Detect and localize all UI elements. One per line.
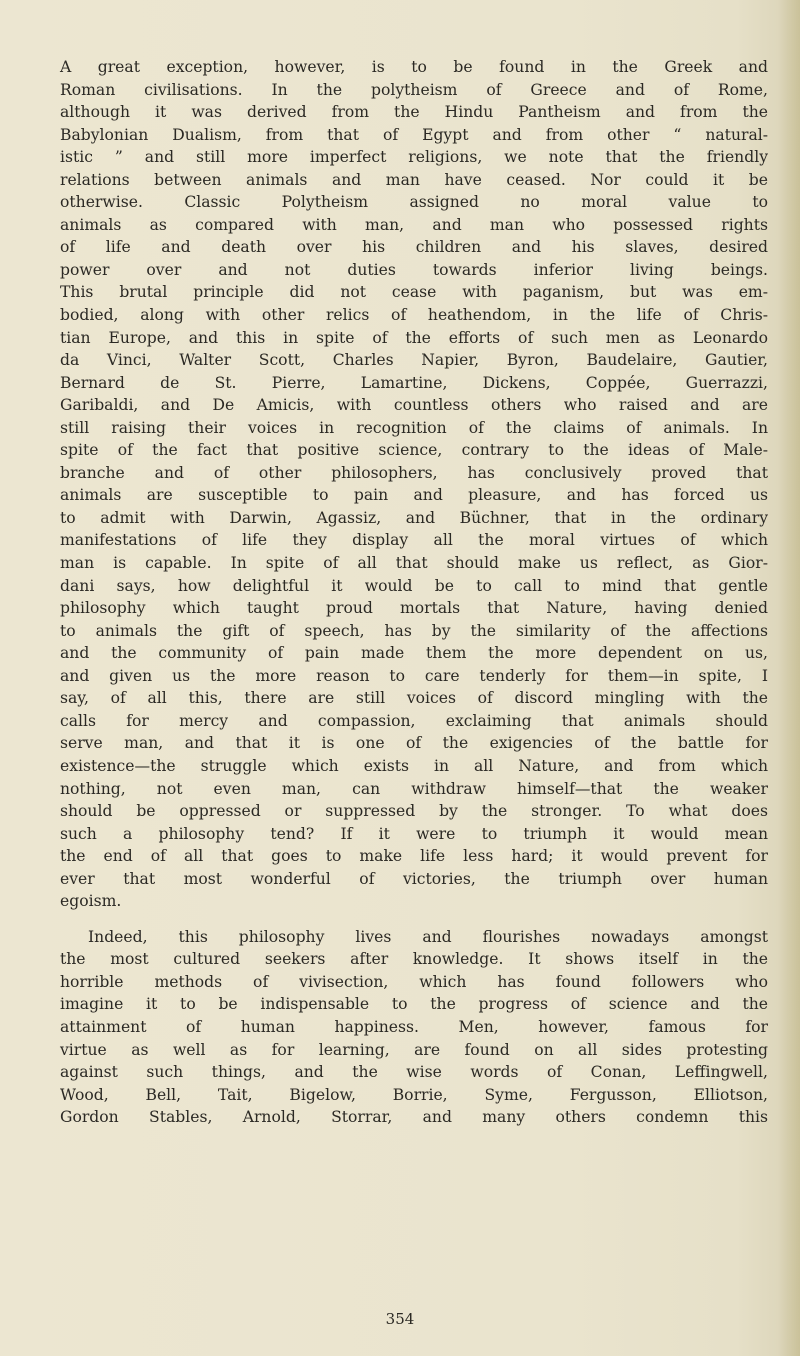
text-line: calls for mercy and compassion, exclaiming that animals should bbox=[60, 711, 768, 730]
text-line: virtue as well as for learning, are found on all sides protesting bbox=[60, 1040, 768, 1059]
text-line: should be oppressed or suppressed by the stronger. To what does bbox=[60, 802, 768, 821]
text-line: imagine it to be indispensable to the progress of science and the bbox=[60, 995, 768, 1014]
text-line: the most cultured seekers after knowledge. It shows itself in the bbox=[60, 950, 768, 969]
text-line: horrible methods of vivisection, which has found followers who bbox=[60, 972, 768, 991]
page-edge-shadow bbox=[778, 0, 800, 1356]
text-line: the end of all that goes to make life less hard; it would prevent for bbox=[60, 847, 768, 866]
text-line: da Vinci, Walter Scott, Charles Napier, Byron, Baudelaire, Gautier, bbox=[60, 351, 768, 370]
text-line: power over and not duties towards inferior living beings. bbox=[60, 260, 768, 279]
text-line: animals are susceptible to pain and pleasure, and has forced us bbox=[60, 486, 768, 505]
text-line: philosophy which taught proud mortals that Nature, having denied bbox=[60, 599, 768, 618]
text-line: Garibaldi, and De Amicis, with countless others who raised and are bbox=[60, 396, 768, 415]
text-line: although it was derived from the Hindu Pantheism and from the bbox=[60, 103, 768, 122]
text-line: egoism. bbox=[60, 892, 122, 911]
text-line: Bernard de St. Pierre, Lamartine, Dickens, Coppée, Guerrazzi, bbox=[60, 373, 768, 392]
text-line: tian Europe, and this in spite of the efforts of such men as Leonardo bbox=[60, 328, 768, 347]
text-line: animals as compared with man, and man who possessed rights bbox=[60, 215, 768, 234]
text-line: against such things, and the wise words of Conan, Leffingwell, bbox=[60, 1063, 768, 1082]
text-line: still raising their voices in recognition of the claims of animals. In bbox=[60, 418, 768, 437]
text-line: Wood, Bell, Tait, Bigelow, Borrie, Syme, Fergusson, Elliotson, bbox=[60, 1085, 768, 1104]
text-line: bodied, along with other relics of heathendom, in the life of Chris- bbox=[60, 306, 768, 325]
text-line: serve man, and that it is one of the exigencies of the battle for bbox=[60, 734, 768, 753]
text-line: Roman civilisations. In the polytheism of Greece and of Rome, bbox=[60, 80, 768, 99]
text-line: to animals the gift of speech, has by the similarity of the affections bbox=[60, 621, 768, 640]
text-line: such a philosophy tend? If it were to triumph it would mean bbox=[60, 824, 768, 843]
text-line: and given us the more reason to care tenderly for them—in spite, I bbox=[60, 666, 768, 685]
text-line: Gordon Stables, Arnold, Storrar, and many others condemn this bbox=[60, 1108, 768, 1127]
text-line: to admit with Darwin, Agassiz, and Büchner, that in the ordinary bbox=[60, 508, 768, 527]
text-line: ever that most wonderful of victories, the triumph over human bbox=[60, 869, 768, 888]
paragraph bbox=[60, 56, 768, 913]
text-line: otherwise. Classic Polytheism assigned no moral value to bbox=[60, 193, 768, 212]
text-line: say, of all this, there are still voices of discord mingling with the bbox=[60, 689, 768, 708]
text-line: istic ” and still more imperfect religions, we note that the friendly bbox=[60, 148, 768, 167]
text-line: Babylonian Dualism, from that of Egypt and from other “ natural- bbox=[60, 125, 768, 144]
page-number: 354 bbox=[385, 1310, 415, 1328]
text-line: manifestations of life they display all the moral virtues of which bbox=[60, 531, 768, 550]
text-line: nothing, not even man, can withdraw himself—that the weaker bbox=[60, 779, 768, 798]
text-line: branche and of other philosophers, has conclusively proved that bbox=[60, 463, 768, 482]
paragraph-gap bbox=[60, 913, 768, 926]
paragraph bbox=[60, 926, 768, 1129]
body-text bbox=[60, 56, 768, 1129]
text-line: This brutal principle did not cease with paganism, but was em- bbox=[60, 283, 768, 302]
text-line: attainment of human happiness. Men, however, famous for bbox=[60, 1017, 768, 1036]
text-line: and the community of pain made them the more dependent on us, bbox=[60, 644, 768, 663]
text-line: dani says, how delightful it would be to call to mind that gentle bbox=[60, 576, 768, 595]
text-line: man is capable. In spite of all that should make us reflect, as Gior- bbox=[60, 554, 768, 573]
text-line: existence—the struggle which exists in all Nature, and from which bbox=[60, 756, 768, 775]
text-line: relations between animals and man have ceased. Nor could it be bbox=[60, 170, 768, 189]
text-line: spite of the fact that positive science, contrary to the ideas of Male- bbox=[60, 441, 768, 460]
text-line: A great exception, however, is to be found in the Greek and bbox=[60, 58, 768, 76]
text-line: of life and death over his children and his slaves, desired bbox=[60, 238, 768, 257]
text-line: Indeed, this philosophy lives and flourishes nowadays amongst bbox=[88, 927, 768, 946]
